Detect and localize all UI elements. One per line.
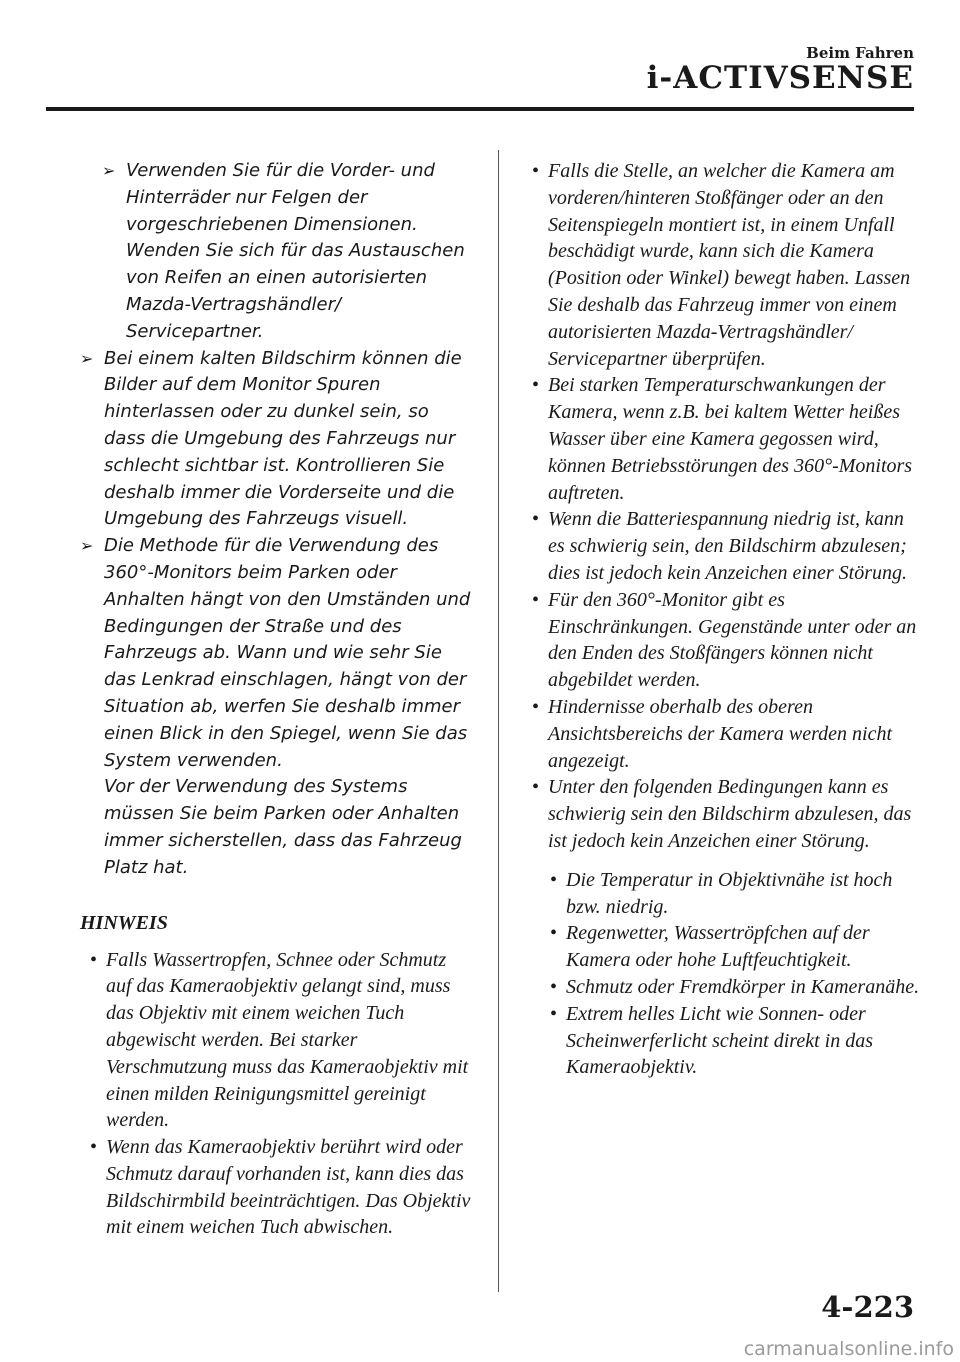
warning-text: Verwenden Sie für die Vorder- und Hinterräder nur Felgen der vorgeschriebenen Dimensionen. Wenden Sie sich für das Austauschen von Reifen an einen autorisierten Mazda-Vertragshändler/ Servicepartner.	[126, 160, 465, 342]
sub-note-text: Regenwetter, Wassertröpfchen auf der Kamera oder hohe Luftfeuchtigkeit.	[566, 922, 870, 972]
bullet-icon: •	[90, 948, 98, 971]
warning-item	[80, 533, 475, 881]
bullet-icon: •	[532, 374, 540, 397]
note-item	[528, 506, 920, 586]
right-column	[528, 158, 920, 1081]
note-item	[528, 587, 920, 694]
note-item	[528, 774, 920, 854]
note-text: Bei starken Temperaturschwankungen der Kamera, wenn z.B. bei kaltem Wetter heißes Wasser über eine Kamera gegossen wird, können Betriebsstörungen des 360°-Monitors auftreten.	[548, 374, 913, 504]
warning-bullet-icon: ➢	[102, 161, 116, 180]
note-heading: HINWEIS	[80, 911, 168, 934]
note-text: Wenn das Kameraobjektiv berührt wird oder Schmutz darauf vorhanden ist, kann dies das Bildschirmbild beeinträchtigen. Das Objektiv mit einem weichen Tuch abwischen.	[106, 1136, 471, 1239]
note-list	[528, 158, 920, 855]
note-list	[80, 947, 475, 1242]
note-text: Unter den folgenden Bedingungen kann es schwierig sein den Bildschirm abzulesen, das ist jedoch kein Anzeichen einer Störung.	[548, 776, 912, 852]
bullet-icon: •	[90, 1136, 98, 1159]
warning-item	[80, 346, 475, 534]
note-text: Falls Wassertropfen, Schnee oder Schmutz auf das Kameraobjektiv gelangt sind, muss das Objektiv mit einem weichen Tuch abgewischt werden. Bei starker Verschmutzung muss das Kameraobjektiv mit einen milden Reinigungsmittel gereinigt werden.	[106, 948, 469, 1132]
bullet-icon: •	[550, 922, 558, 945]
warning-text: Bei einem kalten Bildschirm können die Bilder auf dem Monitor Spuren hinterlassen oder zu dunkel sein, so dass die Umgebung des Fahrzeugs nur schlecht sichtbar ist. Kontrollieren Sie deshalb immer die Vorderseite und die Umgebung des Fahrzeugs visuell.	[104, 347, 462, 530]
note-text: Für den 360°-Monitor gibt es Einschränkungen. Gegenstände unter oder an den Enden des Stoßfängers können nicht abgebildet werden.	[548, 588, 917, 692]
bullet-icon: •	[550, 975, 558, 998]
warning-bullet-icon: ➢	[80, 348, 94, 368]
warning-bullet-icon: ➢	[80, 536, 94, 556]
note-item	[528, 694, 920, 774]
note-item	[86, 947, 475, 1135]
bullet-icon: •	[550, 868, 558, 891]
warning-item	[102, 158, 475, 346]
sub-note-item	[546, 1001, 920, 1081]
sub-note-item	[546, 974, 920, 1001]
header-rule	[46, 107, 914, 111]
note-text: Hindernisse oberhalb des oberen Ansichtsbereichs der Kamera werden nicht angezeigt.	[548, 695, 893, 772]
note-item	[528, 158, 920, 372]
note-item	[528, 372, 920, 506]
bullet-icon: •	[532, 695, 540, 718]
note-text: Wenn die Batteriespannung niedrig ist, kann es schwierig sein, den Bildschirm abzulesen; dies ist jedoch kein Anzeichen einer Störung.	[548, 508, 907, 584]
bullet-icon: •	[532, 776, 540, 799]
bullet-icon: •	[532, 588, 540, 611]
sub-note-text: Extrem helles Licht wie Sonnen- oder Scheinwerferlicht scheint direkt in das Kameraobjektiv.	[566, 1002, 873, 1079]
page-title: i-ACTIVSENSE	[646, 60, 914, 96]
warning-list	[80, 158, 475, 882]
sub-note-item	[546, 920, 920, 974]
warning-extra-text: Vor der Verwendung des Systems müssen Sie beim Parken oder Anhalten immer sicherstellen, dass das Fahrzeug Platz hat.	[104, 776, 462, 878]
bullet-icon: •	[532, 508, 540, 531]
section-label: Beim Fahren	[806, 44, 914, 62]
bullet-icon: •	[532, 160, 540, 182]
page-number: 4-223	[821, 1290, 914, 1324]
column-divider	[498, 150, 499, 1292]
note-text: Falls die Stelle, an welcher die Kamera am vorderen/hinteren Stoßfänger oder an den Seitenspiegeln montiert ist, in einem Unfall beschädigt wurde, kann sich die Kamera (Position oder Winkel) bewegt haben. Lassen Sie deshalb das Fahrzeug immer von einem autorisierten Mazda-Vertragshändler/ Servicepartner überprüfen.	[548, 160, 911, 370]
sub-note-text: Die Temperatur in Objektivnähe ist hoch bzw. niedrig.	[566, 868, 893, 918]
bullet-icon: •	[550, 1002, 558, 1025]
sub-note-text: Schmutz oder Fremdkörper in Kameranähe.	[566, 975, 920, 998]
sub-note-item	[546, 867, 920, 921]
watermark: carmanualsonline.info	[743, 1338, 954, 1360]
left-column	[80, 158, 475, 1241]
note-item	[86, 1134, 475, 1241]
sub-note-list	[546, 867, 920, 1081]
warning-text: Die Methode für die Verwendung des 360°-Monitors beim Parken oder Anhalten hängt von den Umständen und Bedingungen der Straße und des Fahrzeugs ab. Wann und wie sehr Sie das Lenkrad einschlagen, hängt von der Situation ab, werfen Sie deshalb immer einen Blick in den Spiegel, wenn Sie das System verwenden.	[104, 535, 471, 771]
